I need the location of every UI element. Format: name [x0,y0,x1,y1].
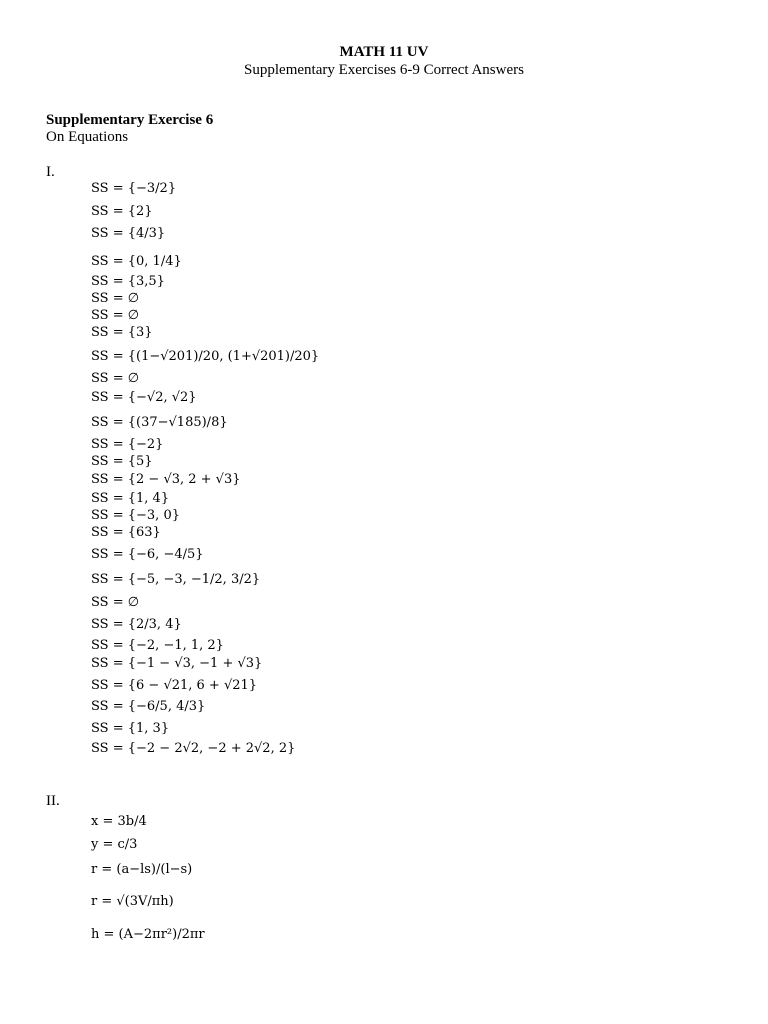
answer-solution-set: SS = {6 − √21, 6 + √21} [91,678,258,693]
formula-expression: x = 3b/4 [91,814,147,829]
part-one-label: I. [46,164,55,180]
answer-solution-set: SS = {1, 4} [91,491,170,506]
answer-solution-set: SS = {2/3, 4} [91,617,182,632]
answer-solution-set: SS = {3} [91,325,153,340]
answer-solution-set: SS = ∅ [91,595,140,610]
formula-expression: r = √(3V/πh) [91,894,174,909]
answer-solution-set: SS = {−2} [91,437,164,452]
answer-solution-set: SS = {−5, −3, −1/2, 3/2} [91,572,261,587]
answer-solution-set: SS = ∅ [91,371,140,386]
answer-solution-set: SS = ∅ [91,291,140,306]
formula-expression: y = c/3 [91,837,138,852]
answer-solution-set: SS = {4/3} [91,226,166,241]
answer-solution-set: SS = {2 − √3, 2 + √3} [91,472,241,487]
course-title: MATH 11 UV [339,44,429,60]
answer-solution-set: SS = {−1 − √3, −1 + √3} [91,656,263,671]
formula-expression: r = (a−ls)/(l−s) [91,862,193,877]
answer-solution-set: SS = {5} [91,454,153,469]
answer-solution-set: SS = {−√2, √2} [91,390,197,405]
answer-solution-set: SS = {−2, −1, 1, 2} [91,638,224,653]
formula-expression: h = (A−2πr²)/2πr [91,927,205,942]
answer-solution-set: SS = {2} [91,204,153,219]
answer-solution-set: SS = {−3/2} [91,181,177,196]
answer-solution-set: SS = {−6, −4/5} [91,547,204,562]
answer-solution-set: SS = {3,5} [91,274,165,289]
part-two-label: II. [46,793,60,809]
answer-solution-set: SS = {(37−√185)/8} [91,415,228,430]
answer-solution-set: SS = {1, 3} [91,721,170,736]
answer-solution-set: SS = {63} [91,525,161,540]
answer-solution-set: SS = {(1−√201)/20, (1+√201)/20} [91,349,320,364]
section-subtitle: On Equations [46,129,129,145]
answer-solution-set: SS = {−3, 0} [91,508,180,523]
answer-solution-set: SS = {0, 1/4} [91,254,182,269]
document-subtitle: Supplementary Exercises 6-9 Correct Answers [244,62,524,78]
answer-solution-set: SS = ∅ [91,308,140,323]
answer-solution-set: SS = {−6/5, 4/3} [91,699,206,714]
section-title: Supplementary Exercise 6 [46,112,214,128]
answer-solution-set: SS = {−2 − 2√2, −2 + 2√2, 2} [91,741,296,756]
